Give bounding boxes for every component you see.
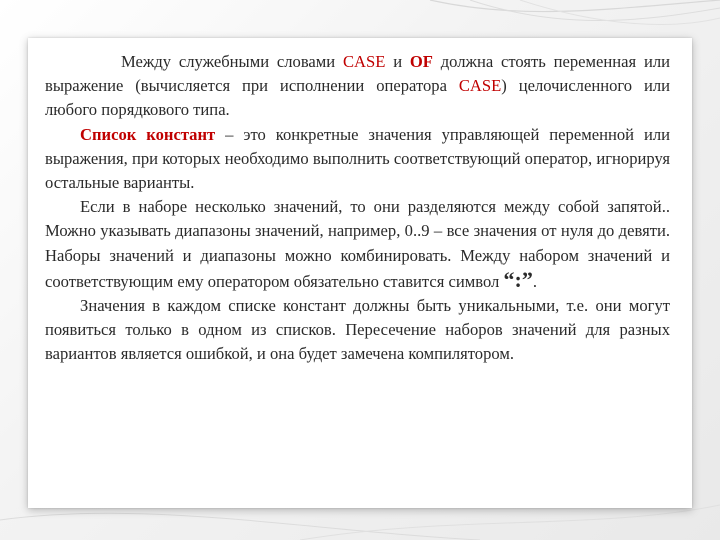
paragraph-value-sets: Если в наборе несколько значений, то они разделяются между собой запятой.. Можно указывать диапазоны значений, например, 0..9 – все значения от нуля до девяти. Наборы значений и диапазоны можно комбинировать. Между набором значений и соответствующим ему оператором обязательно ставится символ “:”.	[45, 197, 670, 292]
paragraph-case-of: Между служебными словами CASE и OF должна стоять переменная или выражение (вычисляется при исполнении оператора CASE) целочисленного или любого порядкового типа.	[45, 52, 670, 120]
paragraph-constant-list: Список констант – это конкретные значения управляющей переменной или выражения, при которых необходимо выполнить соответствующий оператор, игнорируя остальные варианты.	[45, 124, 670, 193]
paragraph-unique-values: Значения в каждом списке констант должны быть уникальными, т.е. они могут появиться только в одном из списков. Пересечение наборов значений для разных вариантов является ошибкой, и она будет замечена компилятором.	[45, 296, 670, 364]
keyword-case-2: CASE	[458, 76, 502, 96]
colon-symbol: “:”	[503, 266, 533, 292]
slide-text	[45, 50, 670, 367]
keyword-of: OF	[409, 52, 433, 71]
term-constant-list: Список констант	[80, 124, 216, 144]
keyword-case: CASE	[342, 52, 386, 71]
